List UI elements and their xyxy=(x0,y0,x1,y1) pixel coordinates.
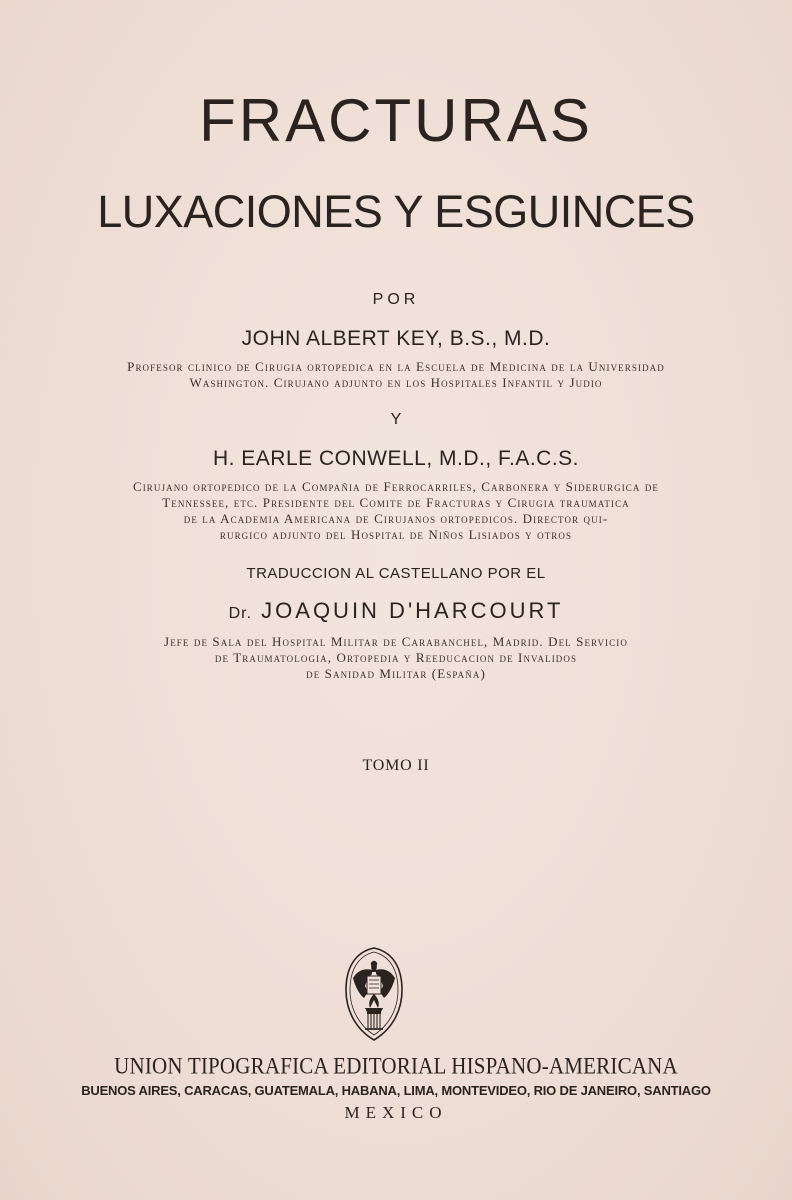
author-2-credential-line: Cirujano ortopedico de la Compañia de Ferrocarriles, Carbonera y Siderurgica de xyxy=(132,479,660,494)
eagle-emblem-icon xyxy=(343,946,405,1042)
por-label: POR xyxy=(372,291,420,308)
translator-credentials xyxy=(0,634,792,682)
author-2-credential-line: rurgico adjunto del Hospital de Niños Lisiados y otros xyxy=(219,527,573,542)
translator-credential-line: de Traumatologia, Ortopedia y Reeducacion de Invalidos xyxy=(214,650,578,665)
author-1-credential-line: Profesor clinico de Cirugia ortopedica en la Escuela de Medicina de la Universidad xyxy=(127,359,665,374)
author-1-credential-line: Washington. Cirujano adjunto en los Hospitales Infantil y Judio xyxy=(189,375,603,390)
translation-line: TRADUCCION AL CASTELLANO POR EL xyxy=(246,565,546,582)
author-2-credential-line: Tennessee, etc. Presidente del Comite de Fracturas y Cirugia traumatica xyxy=(162,495,630,510)
author-2-credential-line: de la Academia Americana de Cirujanos ortopedicos. Director qui- xyxy=(183,511,609,526)
translator-prefix: Dr. xyxy=(228,605,253,622)
translator-credential-line: Jefe de Sala del Hospital Militar de Carabanchel, Madrid. Del Servicio xyxy=(164,634,628,649)
translator-name: JOAQUIN D'HARCOURT xyxy=(261,598,564,623)
author-2-credentials xyxy=(0,479,792,543)
conjunction-label: Y xyxy=(390,411,402,428)
volume-label: TOMO II xyxy=(362,757,430,774)
author-1-credentials xyxy=(0,359,792,391)
translator-credential-line: de Sanidad Militar (España) xyxy=(306,666,486,681)
publisher-city: MEXICO xyxy=(344,1103,448,1122)
author-1-name: JOHN ALBERT KEY, B.S., M.D. xyxy=(241,327,551,350)
publisher-cities: BUENOS AIRES, CARACAS, GUATEMALA, HABANA, LIMA, MONTEVIDEO, RIO DE JANEIRO, SANTIAGO xyxy=(81,1083,711,1098)
book-title: FRACTURAS xyxy=(199,87,593,154)
translator-name-line xyxy=(0,598,792,624)
publisher-name: UNION TIPOGRAFICA EDITORIAL HISPANO-AMERICANA xyxy=(114,1052,678,1080)
book-subtitle: LUXACIONES Y ESGUINCES xyxy=(97,186,695,237)
author-2-name: H. EARLE CONWELL, M.D., F.A.C.S. xyxy=(212,447,580,470)
